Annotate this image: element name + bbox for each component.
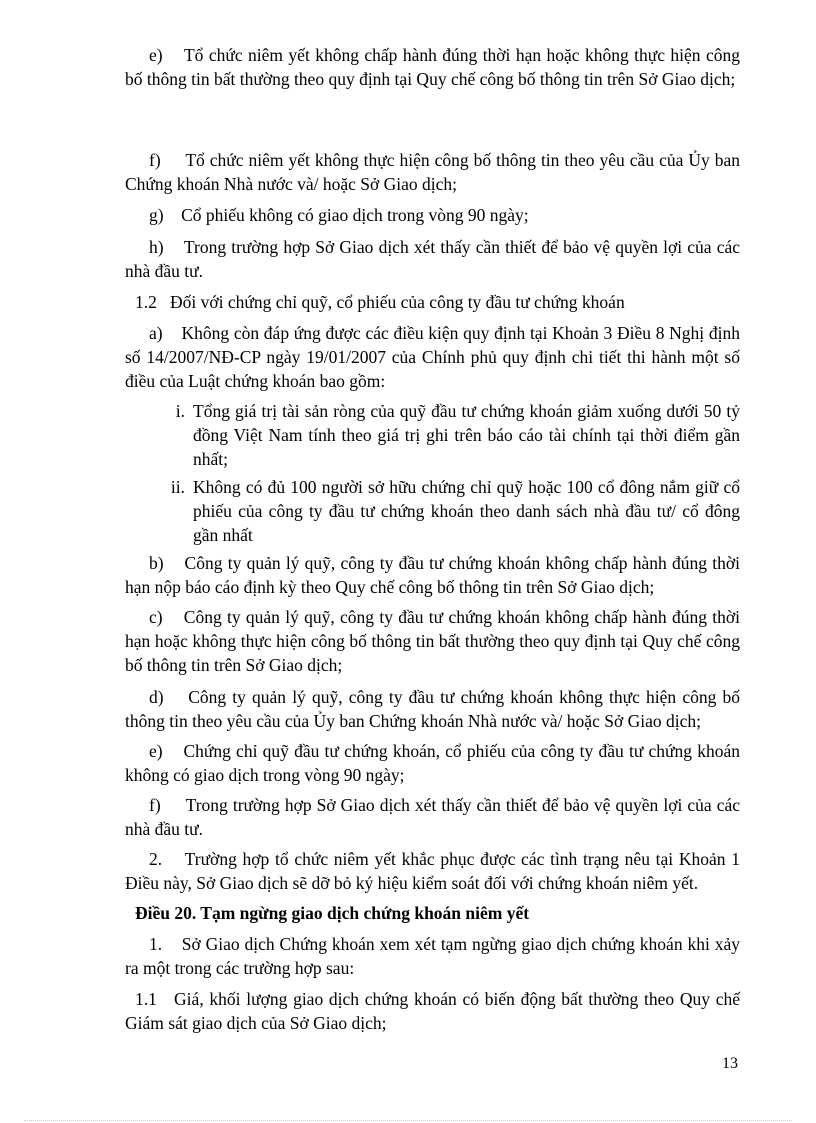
paragraph-text: Không còn đáp ứng được các điều kiện quy định tại Khoản 3 Điều 8 Nghị định số 14/2007/NĐ-CP ngày 19/01/2007 của Chính phủ quy định chi tiết thi hành một số điều của Luật chứng khoán bao gồm: <box>125 323 740 391</box>
paragraph-text: Công ty quản lý quỹ, công ty đầu tư chứng khoán không chấp hành đúng thời hạn nộp báo cáo định kỳ theo Quy chế công bố thông tin trên Sở Giao dịch; <box>125 553 740 597</box>
paragraph-text: Sở Giao dịch Chứng khoán xem xét tạm ngừng giao dịch chứng khoán khi xảy ra một trong các trường hợp sau: <box>125 934 740 978</box>
list-marker: 2. <box>149 849 163 869</box>
paragraph-text: Tổ chức niêm yết không chấp hành đúng thời hạn hoặc không thực hiện công bố thông tin bất thường theo quy định tại Quy chế công bố thông tin trên Sở Giao dịch; <box>125 45 740 89</box>
list-marker: b) <box>149 553 164 573</box>
paragraph-f2 <box>125 793 740 841</box>
heading-text: Điều 20. Tạm ngừng giao dịch chứng khoán niêm yết <box>135 903 530 923</box>
subitem-i <box>145 399 740 471</box>
page-bottom-divider <box>24 1120 792 1121</box>
paragraph-text: Trong trường hợp Sở Giao dịch xét thấy cần thiết để bảo vệ quyền lợi của các nhà đầu tư. <box>125 237 741 281</box>
paragraph-text: Tổ chức niêm yết không thực hiện công bố thông tin theo yêu cầu của Ủy ban Chứng khoán Nhà nước và/ hoặc Sở Giao dịch; <box>125 150 740 194</box>
paragraph-1-1 <box>125 987 740 1035</box>
list-marker: d) <box>149 687 164 707</box>
paragraph-text: Chứng chỉ quỹ đầu tư chứng khoán, cổ phiếu của công ty đầu tư chứng khoán không có giao dịch trong vòng 90 ngày; <box>125 741 740 785</box>
paragraph-text: Công ty quản lý quỹ, công ty đầu tư chứng khoán không chấp hành đúng thời hạn hoặc không thực hiện công bố thông tin bất thường theo quy định tại Quy chế công bố thông tin trên Sở Giao dịch; <box>125 607 740 675</box>
list-marker: 1.2 <box>135 292 157 312</box>
list-marker: f) <box>149 795 161 815</box>
list-marker: f) <box>149 150 161 170</box>
list-marker: e) <box>149 45 163 65</box>
subitem-text: Tổng giá trị tài sản ròng của quỹ đầu tư chứng khoán giảm xuống dưới 50 tỷ đồng Việt Nam tính theo giá trị ghi trên báo cáo tài chính tại thời điểm gần nhất; <box>193 401 740 469</box>
paragraph-text: Trong trường hợp Sở Giao dịch xét thấy cần thiết để bảo vệ quyền lợi của các nhà đầu tư. <box>125 795 741 839</box>
paragraph-b <box>125 551 740 599</box>
list-marker: h) <box>149 237 164 257</box>
page-number: 13 <box>722 1055 738 1072</box>
paragraph-h <box>125 235 740 283</box>
paragraph-g <box>125 203 740 227</box>
paragraph-text: Giá, khối lượng giao dịch chứng khoán có biến động bất thường theo Quy chế Giám sát giao dịch của Sở Giao dịch; <box>125 989 740 1033</box>
paragraph-text: Đối với chứng chỉ quỹ, cổ phiếu của công ty đầu tư chứng khoán <box>170 292 625 312</box>
paragraph-text: Công ty quản lý quỹ, công ty đầu tư chứng khoán không thực hiện công bố thông tin theo yêu cầu của Ủy ban Chứng khoán Nhà nước và/ hoặc Sở Giao dịch; <box>125 687 740 731</box>
paragraph-2 <box>125 847 740 895</box>
list-marker: 1.1 <box>135 989 157 1009</box>
paragraph-f <box>125 148 740 196</box>
list-marker: e) <box>149 741 163 761</box>
paragraph-c <box>125 605 740 677</box>
subitem-ii <box>145 475 740 547</box>
paragraph-text: Trường hợp tổ chức niêm yết khắc phục được các tình trạng nêu tại Khoản 1 Điều này, Sở Giao dịch sẽ dỡ bỏ ký hiệu kiểm soát đối với chứng khoán niêm yết. <box>125 849 740 893</box>
paragraph-d <box>125 685 740 733</box>
paragraph-a <box>125 321 740 393</box>
paragraph-1 <box>125 932 740 980</box>
paragraph-e <box>125 43 740 91</box>
list-marker: ii. <box>170 477 185 497</box>
subitem-text: Không có đủ 100 người sở hữu chứng chỉ quỹ hoặc 100 cổ đông nắm giữ cổ phiếu của công ty đầu tư chứng khoán theo danh sách nhà đầu tư/ cổ đông gần nhất <box>193 477 740 545</box>
paragraph-1-2 <box>125 290 740 314</box>
list-marker: i. <box>175 401 185 421</box>
article-heading <box>125 901 740 925</box>
paragraph-text: Cổ phiếu không có giao dịch trong vòng 90 ngày; <box>181 205 529 225</box>
list-marker: c) <box>149 607 163 627</box>
list-marker: g) <box>149 205 164 225</box>
list-marker: 1. <box>149 934 163 954</box>
list-marker: a) <box>149 323 163 343</box>
paragraph-e2 <box>125 739 740 787</box>
